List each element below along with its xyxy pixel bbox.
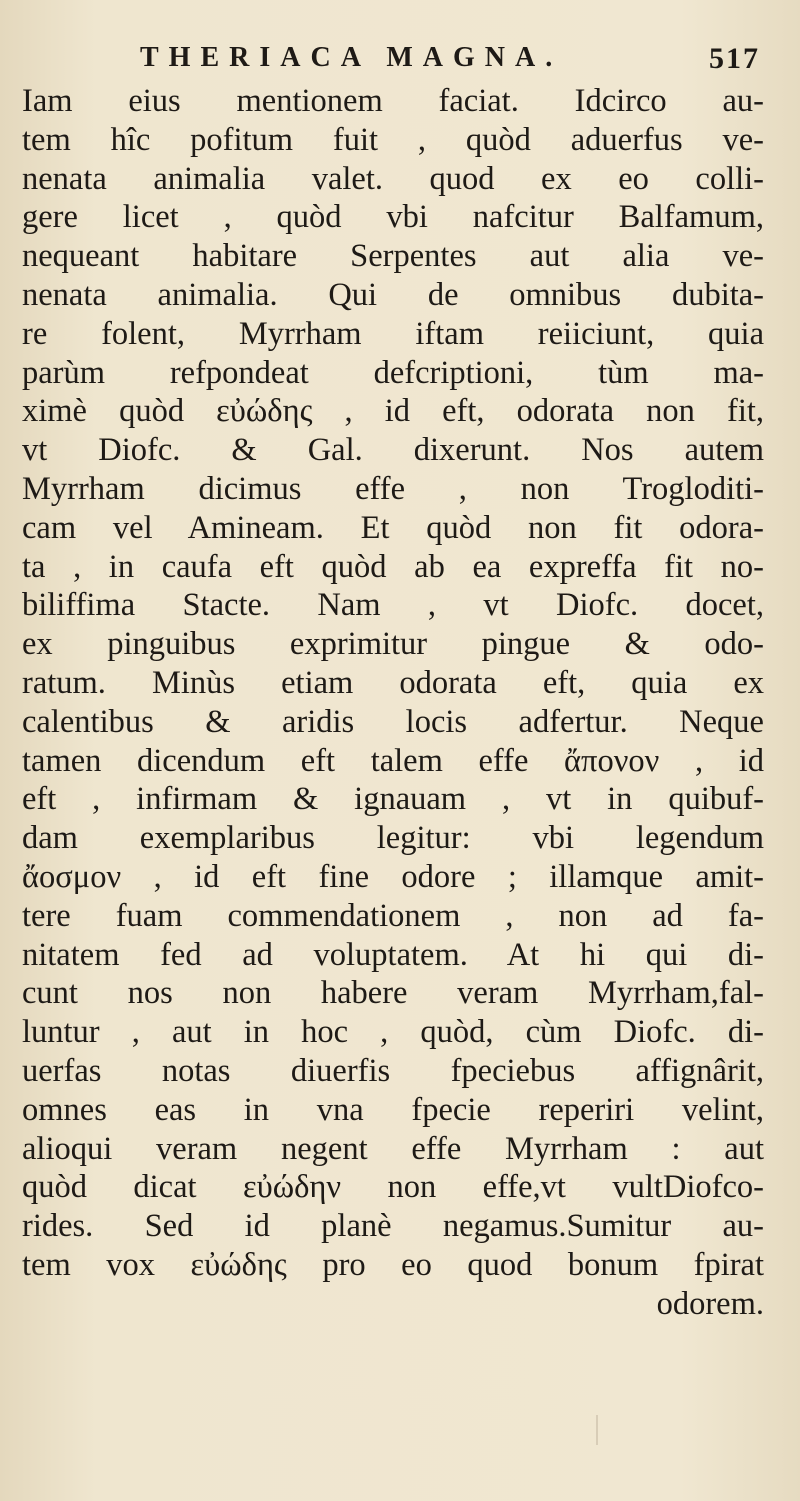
text-line: nequeant habitare Serpentes aut alia ve- — [22, 238, 764, 275]
page-number: 517 — [709, 42, 760, 75]
text-line: uerfas notas diuerfis fpeciebus affignârit, — [22, 1052, 764, 1089]
text-line: Iam eius mentionem faciat. Idcirco au- — [22, 83, 764, 119]
text-line: cam vel Amineam. Et quòd non fit odora- — [22, 509, 764, 546]
body-text — [22, 82, 764, 1324]
page-header — [120, 38, 760, 84]
text-line: calentibus & aridis locis adfertur. Neque — [22, 703, 764, 740]
text-line: ximè quòd εὐώδης , id eft, odorata non fit, — [22, 393, 764, 430]
text-line: odorem. — [656, 1285, 764, 1322]
text-line: vt Diofc. & Gal. dixerunt. Nos autem — [22, 432, 764, 469]
text-line: alioqui veram negent effe Myrrham : aut — [22, 1130, 764, 1167]
text-line: rides. Sed id planè negamus.Sumitur au- — [22, 1208, 764, 1245]
text-line: omnes eas in vna fpecie reperiri velint, — [22, 1091, 764, 1128]
text-line: luntur , aut in hoc , quòd, cùm Diofc. di- — [22, 1014, 764, 1051]
paper-mark — [596, 1415, 608, 1445]
text-line: cunt nos non habere veram Myrrham,fal- — [22, 975, 764, 1012]
text-line: gere licet , quòd vbi nafcitur Balfamum, — [22, 199, 764, 236]
text-line: parùm refpondeat defcriptioni, tùm ma- — [22, 354, 764, 391]
text-line: tere fuam commendationem , non ad fa- — [22, 897, 764, 934]
text-line: re folent, Myrrham iftam reiiciunt, quia — [22, 315, 764, 352]
text-line: ἄοσμον , id eft fine odore ; illamque amit- — [22, 858, 764, 895]
text-line: nenata animalia valet. quod ex eo colli- — [22, 160, 764, 197]
text-line: tem vox εὐώδης pro eo quod bonum fpirat — [22, 1246, 764, 1283]
text-line: tamen dicendum eft talem effe ἄπονον , id — [22, 742, 764, 779]
text-line: ta , in caufa eft quòd ab ea expreffa fit no- — [22, 548, 764, 585]
text-line: tem hîc pofitum fuit , quòd aduerfus ve- — [22, 121, 764, 158]
text-line: ex pinguibus exprimitur pingue & odo- — [22, 626, 764, 663]
text-line: Myrrham dicimus effe , non Trogloditi- — [22, 470, 764, 507]
text-line: nitatem fed ad voluptatem. At hi qui di- — [22, 936, 764, 973]
running-title: THERIACA MAGNA. — [140, 42, 563, 73]
text-line: quòd dicat εὐώδην non effe,vt vultDiofco- — [22, 1169, 764, 1206]
text-line: eft , infirmam & ignauam , vt in quibuf- — [22, 781, 764, 818]
text-line: biliffima Stacte. Nam , vt Diofc. docet, — [22, 587, 764, 624]
text-line: nenata animalia. Qui de omnibus dubita- — [22, 276, 764, 313]
text-line: dam exemplaribus legitur: vbi legendum — [22, 820, 764, 857]
text-line: ratum. Minùs etiam odorata eft, quia ex — [22, 664, 764, 701]
